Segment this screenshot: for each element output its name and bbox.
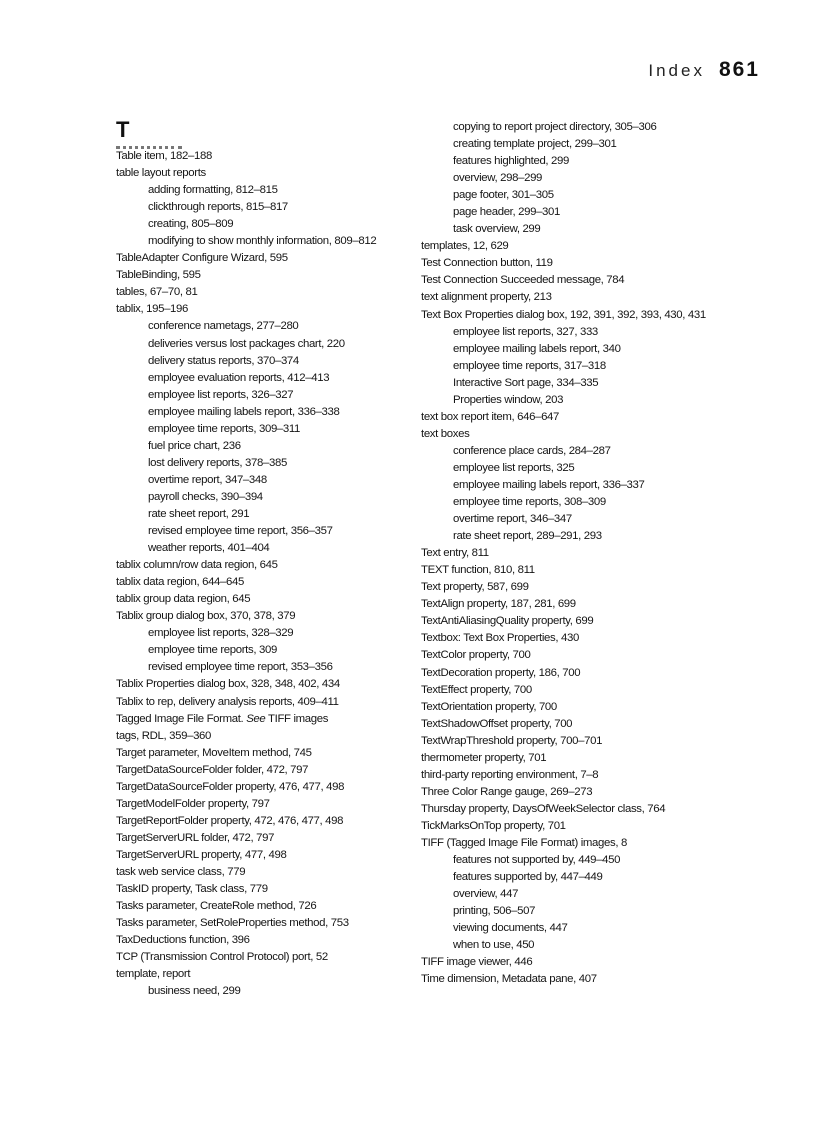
index-subentry: [116, 659, 416, 676]
index-entry: [116, 694, 416, 711]
index-entry: [421, 545, 781, 562]
index-entry-text: TCP (Transmission Control Protocol) port, 52: [116, 951, 328, 964]
index-entry-text: features supported by, 447–449: [453, 871, 603, 884]
index-entry: [116, 949, 416, 966]
index-entry: [116, 148, 416, 165]
index-entry-text: conference place cards, 284–287: [453, 444, 611, 457]
index-entry-text: clickthrough reports, 815–817: [148, 201, 288, 214]
index-subentry: [421, 153, 781, 170]
see-reference: See: [246, 712, 266, 725]
index-subentry: [421, 170, 781, 187]
index-subentry: [116, 455, 416, 472]
index-subentry: [421, 119, 781, 136]
index-entry-text: Tasks parameter, CreateRole method, 726: [116, 900, 317, 913]
index-entry-text: conference nametags, 277–280: [148, 320, 299, 333]
index-entry-text: employee list reports, 325: [453, 461, 575, 474]
index-subentry: [421, 920, 781, 937]
index-entry-text: deliveries versus lost packages chart, 220: [148, 337, 345, 350]
index-entry: [116, 267, 416, 284]
index-entry-text: Tablix group dialog box, 370, 378, 379: [116, 610, 296, 623]
index-subentry: [421, 869, 781, 886]
index-entry: [116, 881, 416, 898]
index-entry-text: text boxes: [421, 427, 470, 440]
index-entry: [421, 307, 781, 324]
index-entry: [421, 801, 781, 818]
index-entry-text: Tablix Properties dialog box, 328, 348, 402, 434: [116, 678, 340, 691]
index-entry-text: employee evaluation reports, 412–413: [148, 371, 330, 384]
index-entry-text: features highlighted, 299: [453, 155, 570, 168]
index-subentry: [421, 511, 781, 528]
index-column-left: [116, 148, 416, 1000]
index-entry: [421, 426, 781, 443]
index-entry: [116, 847, 416, 864]
index-entry: [116, 830, 416, 847]
index-entry: [421, 289, 781, 306]
index-entry: [116, 676, 416, 693]
index-entry-text: revised employee time report, 356–357: [148, 525, 333, 538]
index-entry: [421, 238, 781, 255]
index-entry-text: tablix, 195–196: [116, 303, 189, 316]
index-entry: [421, 767, 781, 784]
index-entry-text: page footer, 301–305: [453, 189, 554, 202]
index-entry-text: page header, 299–301: [453, 206, 561, 219]
index-entry-text: tags, RDL, 359–360: [116, 729, 212, 742]
index-subentry: [421, 886, 781, 903]
index-entry: [421, 665, 781, 682]
index-entry: [116, 915, 416, 932]
index-entry-text: tablix column/row data region, 645: [116, 559, 278, 572]
index-entry-text: lost delivery reports, 378–385: [148, 456, 287, 469]
index-entry-text: TargetReportFolder property, 472, 476, 477, 498: [116, 814, 344, 827]
index-subentry: [116, 370, 416, 387]
index-entry: [421, 716, 781, 733]
index-entry-text: Thursday property, DaysOfWeekSelector class, 764: [421, 802, 666, 815]
index-entry-text: Text Box Properties dialog box, 192, 391, 392, 393, 430, 431: [421, 308, 706, 321]
page-number: 861: [718, 58, 760, 81]
index-subentry: [421, 136, 781, 153]
index-entry-text: TextAlign property, 187, 281, 699: [421, 598, 576, 611]
index-subentry: [116, 438, 416, 455]
index-entry-text: overtime report, 347–348: [148, 473, 267, 486]
index-subentry: [421, 443, 781, 460]
index-entry-text: TEXT function, 810, 811: [421, 564, 535, 577]
index-subentry: [116, 540, 416, 557]
running-head: [648, 58, 760, 82]
index-subentry: [116, 404, 416, 421]
index-entry-text: employee mailing labels report, 340: [453, 342, 621, 355]
index-entry-text: TextWrapThreshold property, 700–701: [421, 734, 603, 747]
index-entry-text: viewing documents, 447: [453, 922, 568, 935]
index-entry-text: tables, 67–70, 81: [116, 286, 198, 299]
index-entry: [421, 579, 781, 596]
index-subentry: [421, 852, 781, 869]
index-entry: [116, 711, 416, 728]
index-entry-text: Tasks parameter, SetRoleProperties method, 753: [116, 917, 349, 930]
index-entry: [116, 591, 416, 608]
index-entry-text: TextShadowOffset property, 700: [421, 717, 573, 730]
index-entry-text: task overview, 299: [453, 223, 541, 236]
index-subentry: [421, 460, 781, 477]
index-entry-text: templates, 12, 629: [421, 240, 509, 253]
index-subentry: [116, 625, 416, 642]
index-entry-text: delivery status reports, 370–374: [148, 354, 299, 367]
index-entry-text: overview, 298–299: [453, 172, 543, 185]
running-head-label: Index: [648, 61, 705, 80]
index-subentry: [421, 937, 781, 954]
index-entry-text: employee time reports, 308–309: [453, 496, 606, 509]
index-entry-text: Properties window, 203: [453, 393, 564, 406]
index-entry: [421, 699, 781, 716]
index-entry: [116, 165, 416, 182]
index-entry-text: employee list reports, 327, 333: [453, 325, 598, 338]
index-subentry: [116, 472, 416, 489]
index-entry-text: weather reports, 401–404: [148, 542, 270, 555]
index-entry-text: creating, 805–809: [148, 218, 234, 231]
index-entry: [421, 750, 781, 767]
index-subentry: [421, 477, 781, 494]
index-entry-text: tablix group data region, 645: [116, 593, 251, 606]
index-entry-text: template, report: [116, 968, 191, 981]
index-entry-text: fuel price chart, 236: [148, 439, 241, 452]
index-entry-text: adding formatting, 812–815: [148, 184, 278, 197]
index-entry: [421, 613, 781, 630]
index-entry: [116, 728, 416, 745]
index-subentry: [116, 523, 416, 540]
index-entry-text: TargetServerURL property, 477, 498: [116, 848, 287, 861]
index-entry: [421, 784, 781, 801]
index-entry-text: TargetDataSourceFolder property, 476, 477, 498: [116, 780, 345, 793]
index-entry-text: payroll checks, 390–394: [148, 490, 263, 503]
index-entry: [116, 574, 416, 591]
index-entry-text: employee list reports, 326–327: [148, 388, 294, 401]
index-column-right: [421, 119, 781, 988]
index-entry: [421, 409, 781, 426]
index-entry-text: TIFF image viewer, 446: [421, 956, 533, 969]
index-subentry: [421, 375, 781, 392]
index-entry-text: TableBinding, 595: [116, 269, 201, 282]
index-entry-text: overtime report, 346–347: [453, 513, 572, 526]
index-entry-text: modifying to show monthly information, 809–812: [148, 235, 377, 248]
index-entry: [421, 596, 781, 613]
index-subentry: [116, 233, 416, 250]
index-entry-text: rate sheet report, 289–291, 293: [453, 530, 602, 543]
index-subentry: [421, 494, 781, 511]
index-entry: [116, 779, 416, 796]
index-entry-text: employee time reports, 317–318: [453, 359, 606, 372]
index-entry: [116, 284, 416, 301]
index-entry-text: thermometer property, 701: [421, 751, 547, 764]
index-entry-text: features not supported by, 449–450: [453, 854, 621, 867]
index-entry-text: TextDecoration property, 186, 700: [421, 666, 581, 679]
index-entry-text: Text entry, 811: [421, 547, 489, 560]
index-entry: [116, 966, 416, 983]
index-subentry: [116, 199, 416, 216]
index-entry-text: task web service class, 779: [116, 865, 246, 878]
index-entry-text: rate sheet report, 291: [148, 507, 250, 520]
index-entry: [116, 250, 416, 267]
index-subentry: [421, 187, 781, 204]
index-subentry: [421, 324, 781, 341]
index-entry-text: copying to report project directory, 305–306: [453, 121, 657, 133]
index-entry: [421, 272, 781, 289]
index-entry-text: Text property, 587, 699: [421, 581, 529, 594]
index-entry-text: Textbox: Text Box Properties, 430: [421, 632, 579, 645]
index-entry-text: Table item, 182–188: [116, 150, 212, 162]
index-subentry: [421, 204, 781, 221]
index-entry-text: tablix data region, 644–645: [116, 576, 244, 589]
index-entry-text: TextOrientation property, 700: [421, 700, 557, 713]
index-entry-text: employee mailing labels report, 336–337: [453, 478, 645, 491]
index-subentry: [116, 353, 416, 370]
index-entry: [116, 898, 416, 915]
index-entry-text: when to use, 450: [453, 939, 535, 952]
index-subentry: [116, 336, 416, 353]
index-entry-text: text box report item, 646–647: [421, 410, 560, 423]
index-entry-text: TargetDataSourceFolder folder, 472, 797: [116, 763, 309, 776]
index-subentry: [116, 983, 416, 1000]
index-entry: [421, 818, 781, 835]
index-entry-text: Three Color Range gauge, 269–273: [421, 785, 593, 798]
index-entry-text: Tagged Image File Format.: [116, 712, 247, 725]
index-entry: [421, 835, 781, 852]
index-entry-text: TextAntiAliasingQuality property, 699: [421, 615, 594, 628]
index-entry-text: Test Connection Succeeded message, 784: [421, 274, 625, 287]
index-subentry: [421, 358, 781, 375]
index-entry-text: employee time reports, 309–311: [148, 422, 301, 435]
index-subentry: [421, 528, 781, 545]
index-entry-text: third-party reporting environment, 7–8: [421, 768, 599, 781]
index-subentry: [116, 216, 416, 233]
index-subentry: [116, 318, 416, 335]
index-entry-text: creating template project, 299–301: [453, 138, 617, 151]
index-entry-text: Time dimension, Metadata pane, 407: [421, 973, 597, 986]
see-reference-target: TIFF images: [265, 712, 329, 725]
index-subentry: [116, 642, 416, 659]
index-entry-text: TIFF (Tagged Image File Format) images, 8: [421, 836, 627, 849]
index-subentry: [116, 506, 416, 523]
index-entry-text: TableAdapter Configure Wizard, 595: [116, 252, 288, 265]
index-entry-text: employee list reports, 328–329: [148, 627, 294, 640]
index-entry: [421, 971, 781, 988]
index-entry-text: Target parameter, MoveItem method, 745: [116, 746, 312, 759]
index-entry-text: TargetServerURL folder, 472, 797: [116, 831, 275, 844]
index-entry-text: TaskID property, Task class, 779: [116, 883, 268, 896]
index-entry: [116, 864, 416, 881]
index-entry-text: TextColor property, 700: [421, 649, 531, 662]
index-entry-text: revised employee time report, 353–356: [148, 661, 333, 674]
index-subentry: [421, 341, 781, 358]
index-entry: [116, 745, 416, 762]
index-entry-text: TickMarksOnTop property, 701: [421, 819, 566, 832]
index-entry: [421, 647, 781, 664]
index-entry-text: overview, 447: [453, 888, 519, 901]
section-letter-heading: T: [116, 118, 182, 149]
index-subentry: [421, 221, 781, 238]
index-entry-text: Interactive Sort page, 334–335: [453, 376, 599, 389]
index-entry-text: Tablix to rep, delivery analysis reports, 409–411: [116, 695, 339, 708]
index-entry: [116, 762, 416, 779]
index-entry: [421, 255, 781, 272]
index-entry: [116, 813, 416, 830]
index-entry: [421, 733, 781, 750]
index-entry-text: TaxDeductions function, 396: [116, 934, 250, 947]
index-entry: [116, 608, 416, 625]
index-subentry: [116, 182, 416, 199]
index-subentry: [421, 392, 781, 409]
index-entry: [116, 796, 416, 813]
index-subentry: [116, 421, 416, 438]
index-entry-text: Test Connection button, 119: [421, 257, 553, 270]
index-entry-text: business need, 299: [148, 985, 241, 998]
index-entry-text: printing, 506–507: [453, 905, 536, 918]
index-entry-text: text alignment property, 213: [421, 291, 552, 304]
index-subentry: [116, 387, 416, 404]
index-subentry: [116, 489, 416, 506]
index-entry: [116, 301, 416, 318]
index-entry-text: table layout reports: [116, 167, 206, 180]
index-entry: [116, 932, 416, 949]
index-entry-text: TextEffect property, 700: [421, 683, 532, 696]
index-entry: [421, 682, 781, 699]
index-entry: [421, 954, 781, 971]
index-entry-text: employee time reports, 309: [148, 644, 277, 657]
index-subentry: [421, 903, 781, 920]
index-entry-text: TargetModelFolder property, 797: [116, 797, 270, 810]
index-entry: [116, 557, 416, 574]
index-entry: [421, 630, 781, 647]
index-entry-text: employee mailing labels report, 336–338: [148, 405, 340, 418]
index-entry: [421, 562, 781, 579]
